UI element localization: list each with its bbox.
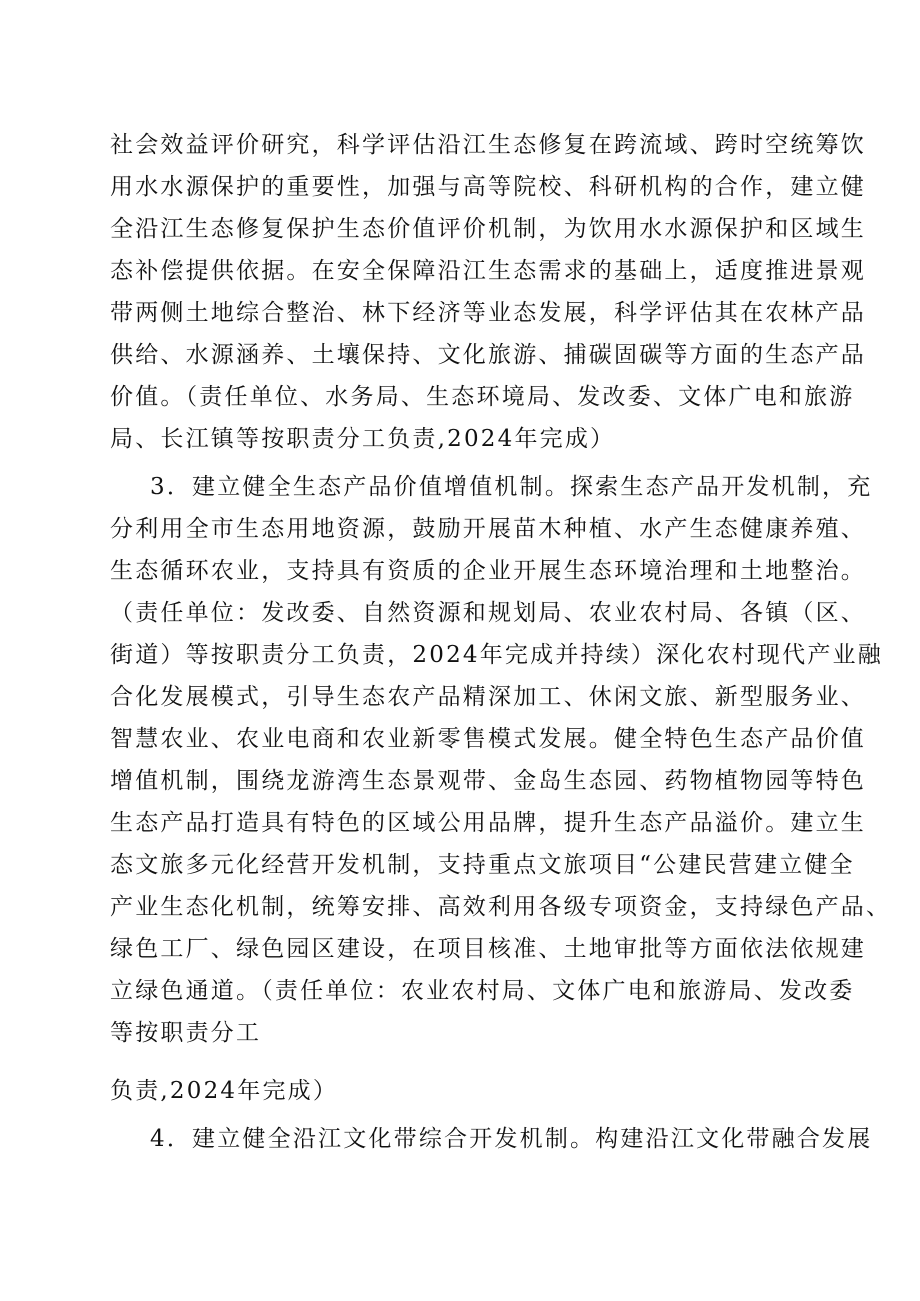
body-text-line: 智慧农业、农业电商和农业新零售模式发展。健全特色生态产品价值 (110, 726, 866, 752)
body-text-line: （责任单位：发改委、自然资源和规划局、农业农村局、各镇（区、 (110, 600, 866, 626)
body-text-line: 价值。（责任单位、水务局、生态环境局、发改委、文体广电和旅游 (110, 384, 855, 410)
body-text-line: 立绿色通道。（责任单位：农业农村局、文体广电和旅游局、发改委 (110, 978, 855, 1004)
body-text-line: 合化发展模式，引导生态农产品精深加工、休闲文旅、新型服务业、 (110, 684, 866, 710)
body-text-line: 供给、水源涵养、土壤保持、文化旅游、捕碳固碳等方面的生态产品 (110, 342, 866, 368)
section-heading-3: 3．建立健全生态产品价值增值机制。探索生态产品开发机制，充 (150, 474, 873, 500)
body-text-line: 街道）等按职责分工负责，2024年完成并持续）深化农村现代产业融 (110, 642, 883, 668)
body-text-line: 态文旅多元化经营开发机制，支持重点文旅项目“公建民营建立健全 (110, 852, 855, 878)
body-text-line: 增值机制，围绕龙游湾生态景观带、金岛生态园、药物植物园等特色 (110, 768, 866, 794)
body-text-line: 态补偿提供依据。在安全保障沿江生态需求的基础上，适度推进景观 (110, 258, 866, 284)
body-text-line: 产业生态化机制，统筹安排、高效利用各级专项资金，支持绿色产品、 (110, 894, 892, 920)
body-text-line: 带两侧土地综合整治、林下经济等业态发展，科学评估其在农林产品 (110, 300, 866, 326)
body-text-line: 全沿江生态修复保护生态价值评价机制，为饮用水水源保护和区域生 (110, 216, 866, 242)
body-text-line: 生态产品打造具有特色的区域公用品牌，提升生态产品溢价。建立生 (110, 810, 866, 836)
section-heading-4: 4．建立健全沿江文化带综合开发机制。构建沿江文化带融合发展 (150, 1126, 873, 1152)
body-text-line: 等按职责分工 (110, 1020, 262, 1046)
body-text-line: 生态循环农业，支持具有资质的企业开展生态环境治理和土地整治。 (110, 558, 866, 584)
body-text-line: 局、长江镇等按职责分工负责,2024年完成） (110, 426, 616, 452)
body-text-line: 用水水源保护的重要性，加强与高等院校、科研机构的合作，建立健 (110, 174, 866, 200)
body-text-line: 绿色工厂、绿色园区建设，在项目核准、土地审批等方面依法依规建 (110, 936, 866, 962)
body-text-line: 社会效益评价研究，科学评估沿江生态修复在跨流域、跨时空统筹饮 (110, 132, 866, 158)
body-text-line: 负责,2024年完成） (110, 1078, 339, 1104)
body-text-line: 分利用全市生态用地资源，鼓励开展苗木种植、水产生态健康养殖、 (110, 516, 866, 542)
